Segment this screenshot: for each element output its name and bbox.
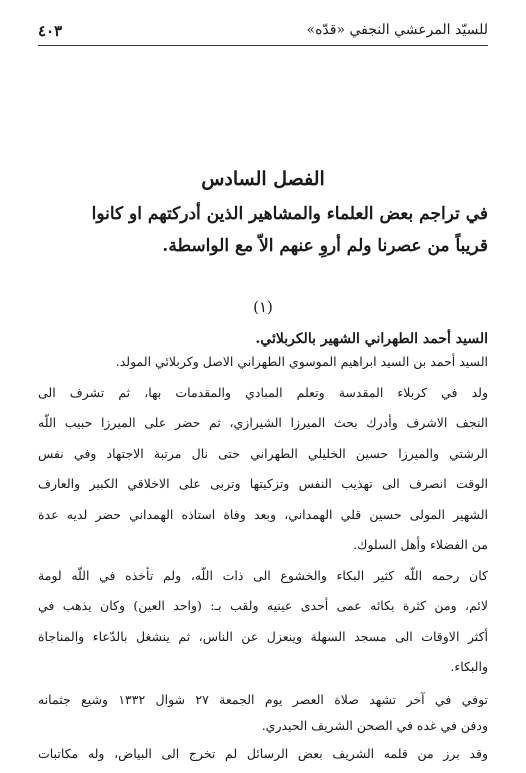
body-line: والبكاء. [450,659,488,674]
body-line: السيد أحمد بن السيد ابراهيم الموسوي الطهراني الاصل وكربلائي المولد. [115,354,488,369]
biography-heading: السيد أحمد الطهراني الشهير بالكربلائي. [255,331,488,347]
body-line: ولد في كربلاء المقدسة وتعلم المبادي والمقدمات بها، ثم تشرف الى [38,385,488,400]
entry-number: (١) [253,298,273,316]
body-line: الرشتي والميرزا حسين الخليلي الطهراني حتى نال مرتبة الاجتهاد وفي نفس [38,446,488,461]
body-line: الشهير المولى حسين قلي الهمداني، وبعد وفاة استاذه الهمداني حضر لديه عدة [38,507,488,522]
header-rule [38,45,488,46]
running-header [38,22,488,44]
body-line: أكثر الاوقات الى مسجد السهلة وينعزل عن الناس، ثم ينشغل بالدّعاء والمناجاة [38,629,488,644]
body-line: لائم، ومن كثرة بكائه عمى أحدى عينيه ولقب بـ: (واحد العين) وكان يذهب في [38,598,488,613]
body-line: ودفن في غده في الصحن الشريف الحيدري. [261,718,488,733]
body-line: كان رحمه اللّه كثير البكاء والخشوع الى ذات اللّه، ولم تأخذه في اللّه لومة [38,568,488,583]
body-line: توفي في آخر تشهد صلاة العصر يوم الجمعة ٢٧ شوال ١٣٣٢ وشيع جثمانه [38,692,488,707]
body-line: من الفضلاء وأهل السلوك. [353,537,488,552]
chapter-title: الفصل السادس [201,168,325,190]
body-line: الوقت انصرف الى تهذيب النفس وتزكيتها وتربى على الاخلاقي الكبير والعارف [38,476,488,491]
running-title: للسيّد المرعشي النجفي «قدّه» [306,22,488,38]
body-line: وقد برز من قلمه الشريف بعض الرسائل لم تخرج الى البياض، وله مكاتبات [38,746,488,761]
body-line: النجف الاشرف وأدرك بحث الميرزا الشيرازي، ثم حضر على الميرزا حبيب اللّه [38,415,488,430]
chapter-subtitle-line-1: في تراجم بعض العلماء والمشاهير الذين أدركتهم او كانوا [91,204,488,224]
page-number: ٤٠٣ [38,22,63,40]
chapter-subtitle-line-2: قريباً من عصرنا ولم أروِ عنهم الاّ مع الواسطة. [162,236,488,256]
